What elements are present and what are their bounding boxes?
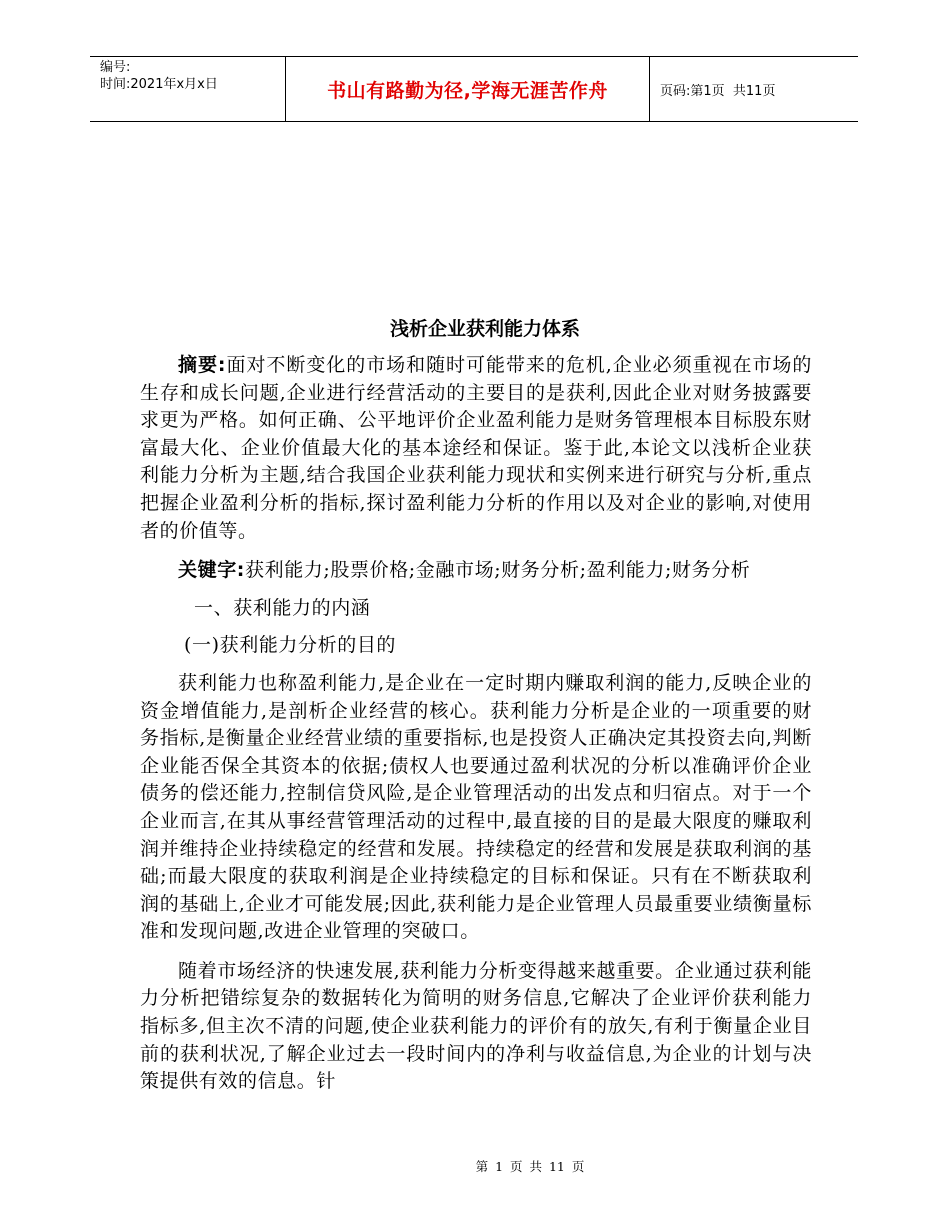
header-page-info: 页码:第1页 共11页 [660, 83, 776, 99]
header-time-label: 时间:2021年x月x日 [100, 77, 218, 92]
keywords-label: 关键字: [178, 559, 245, 582]
section-heading-1: 一、获利能力的内涵 [194, 596, 371, 619]
abstract-text: 面对不断变化的市场和随时可能带来的危机,企业必须重视在市场的生存和成长问题,企业进行经营活动的主要目的是获利,因此企业对财务披露要求更为严格。如何正确、公平地评价企业盈利能力是财务管理根本目标股东财富最大化、企业价值最大化的基本途经和保证。鉴于此,本论文以浅析企业获利能力分析为主题,结合我国企业获利能力现状和实例来进行研究与分析,重点把握企业盈利分析的指标,探讨盈利能力分析的作用以及对企业的影响,对使用者的价值等。 [140, 354, 812, 542]
page-header [90, 56, 858, 122]
header-meta [90, 57, 286, 121]
body-paragraph-1: 获利能力也称盈利能力,是企业在一定时期内赚取利润的能力,反映企业的资金增值能力,是剖析企业经营的核心。获利能力分析是企业的一项重要的财务指标,是衡量企业经营业绩的重要指标,也是投资人正确决定其投资去向,判断企业能否保全其资本的依据;债权人也要通过盈利状况的分析以准确评价企业债务的偿还能力,控制信贷风险,是企业管理活动的出发点和归宿点。对于一个企业而言,在其从事经营管理活动的过程中,最直接的目的是最大限度的赚取利润并维持企业持续稳定的经营和发展。持续稳定的经营和发展是获取利润的基础;而最大限度的获取利润是企业持续稳定的目标和保证。只有在不断获取利润的基础上,企业才可能发展;因此,获利能力是企业管理人员最重要业绩衡量标准和发现问题,改进企业管理的突破口。 [140, 671, 812, 943]
header-motto: 书山有路勤为径,学海无涯苦作舟 [286, 57, 650, 121]
abstract-paragraph [140, 352, 812, 545]
header-number-label: 编号: [100, 60, 131, 75]
header-page-info-cell [650, 57, 858, 121]
section-heading-1-1: (一)获利能力分析的目的 [184, 634, 397, 657]
keywords-paragraph [140, 557, 812, 585]
abstract-label: 摘要: [178, 354, 227, 376]
document-title: 浅析企业获利能力体系 [389, 318, 580, 340]
keywords-text: 获利能力;股票价格;金融市场;财务分析;盈利能力;财务分析 [245, 559, 751, 582]
document-body [140, 352, 812, 1096]
body-paragraph-2: 随着市场经济的快速发展,获利能力分析变得越来越重要。企业通过获利能力分析把错综复杂的数据转化为简明的财务信息,它解决了企业评价获利能力指标多,但主次不清的问题,使企业获利能力的评价有的放矢,有利于衡量企业目前的获利状况,了解企业过去一段时间内的净利与收益信息,为企业的计划与决策提供有效的信息。针 [140, 959, 812, 1093]
page-footer: 第 1 页 共 11 页 [475, 1159, 585, 1174]
